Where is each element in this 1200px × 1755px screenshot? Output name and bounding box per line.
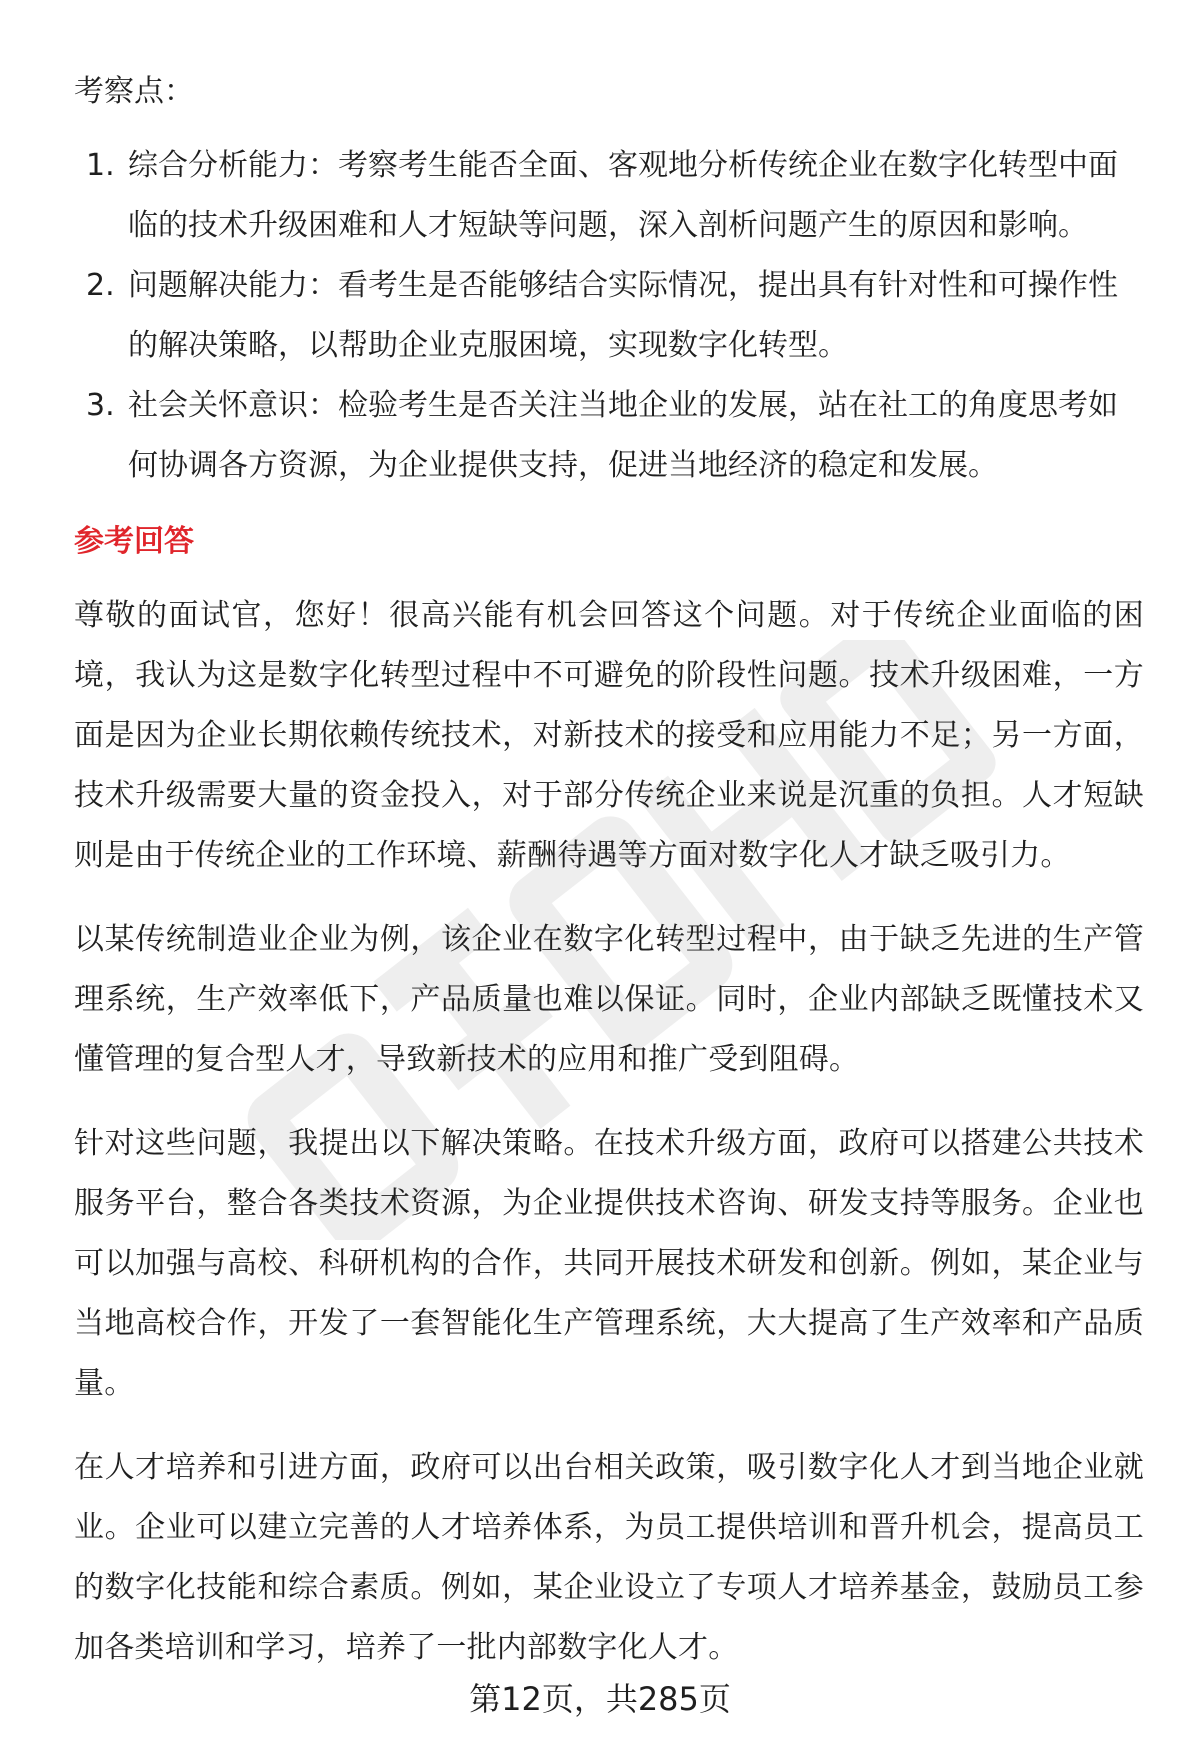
answer-paragraph: 以某传统制造业企业为例，该企业在数字化转型过程中，由于缺乏先进的生产管理系统，生产效率低下，产品质量也难以保证。同时，企业内部缺乏既懂技术又懂管理的复合型人才，导致新技术的应用和推广受到阻碍。 (74, 922, 1144, 1077)
answer-paragraph: 在人才培养和引进方面，政府可以出台相关政策，吸引数字化人才到当地企业就业。企业可以建立完善的人才培养体系，为员工提供培训和晋升机会，提高员工的数字化技能和综合素质。例如，某企业设立了专项人才培养基金，鼓励员工参加各类培训和学习，培养了一批内部数字化人才。 (74, 1450, 1144, 1665)
list-item-number: 2. (86, 268, 115, 303)
list-item (74, 256, 1144, 376)
examine-points-label: 考察点： (74, 74, 194, 109)
list-item-number: 1. (86, 148, 115, 183)
answer-section-title: 参考回答 (74, 524, 194, 559)
list-item (74, 136, 1144, 256)
list-item-text: 综合分析能力：考察考生能否全面、客观地分析传统企业在数字化转型中面临的技术升级困难和人才短缺等问题，深入剖析问题产生的原因和影响。 (128, 148, 1118, 243)
list-item-text: 社会关怀意识：检验考生是否关注当地企业的发展，站在社工的角度思考如何协调各方资源，为企业提供支持，促进当地经济的稳定和发展。 (128, 388, 1118, 483)
main-content (74, 62, 1144, 1678)
list-item (74, 376, 1144, 496)
answer-paragraph: 尊敬的面试官，您好！很高兴能有机会回答这个问题。对于传统企业面临的困境，我认为这是数字化转型过程中不可避免的阶段性问题。技术升级困难，一方面是因为企业长期依赖传统技术，对新技术的接受和应用能力不足；另一方面，技术升级需要大量的资金投入，对于部分传统企业来说是沉重的负担。人才短缺则是由于传统企业的工作环境、薪酬待遇等方面对数字化人才缺乏吸引力。 (74, 598, 1144, 873)
page-number-footer: 第12页，共285页 (469, 1680, 731, 1718)
examine-points-list (74, 136, 1144, 496)
answer-paragraph: 针对这些问题，我提出以下解决策略。在技术升级方面，政府可以搭建公共技术服务平台，整合各类技术资源，为企业提供技术咨询、研发支持等服务。企业也可以加强与高校、科研机构的合作，共同开展技术研发和创新。例如，某企业与当地高校合作，开发了一套智能化生产管理系统，大大提高了生产效率和产品质量。 (74, 1126, 1144, 1401)
list-item-text: 问题解决能力：看考生是否能够结合实际情况，提出具有针对性和可操作性的解决策略，以帮助企业克服困境，实现数字化转型。 (128, 268, 1118, 363)
list-item-number: 3. (86, 388, 115, 423)
